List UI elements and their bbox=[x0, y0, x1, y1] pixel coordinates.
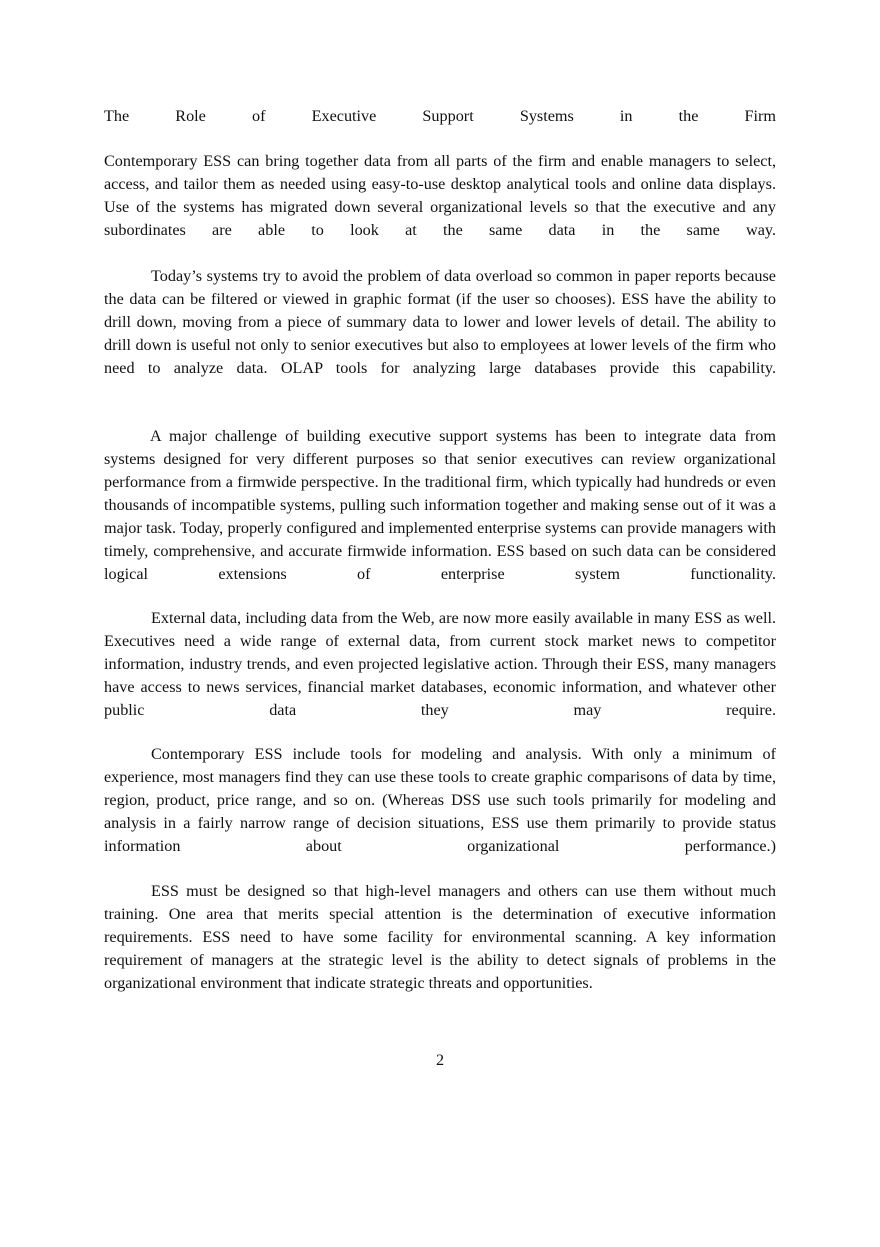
paragraph-external-data: External data, including data from the Web, are now more easily available in many ESS as well. Executives need a wide range of external data, from current stock market news to competitor information, industry trends, and even projected legislative action. Through their ESS, many managers have access to news services, financial market databases, economic information, and whatever other public data they may require. bbox=[104, 609, 776, 719]
page-number: 2 bbox=[435, 1051, 445, 1069]
paragraph-drill-down: Today’s systems try to avoid the problem of data overload so common in paper reports because the data can be filtered or viewed in graphic format (if the user so chooses). ESS have the ability to drill down, moving from a piece of summary data to lower and lower levels of detail. The ability to drill down is useful not only to senior executives but also to employees at lower levels of the firm who need to analyze data. OLAP tools for analyzing large databases provide this capability. bbox=[104, 267, 776, 377]
paragraph-integration-challenge: A major challenge of building executive support systems has been to integrate data from systems designed for very different purposes so that senior executives can review organizational performance from a firmwide perspective. In the traditional firm, which typically had hundreds or even thousands of incompatible systems, pulling such information together and making sense out of it was a major task. Today, properly configured and implemented enterprise systems can provide managers with timely, comprehensive, and accurate firmwide information. ESS based on such data can be considered logical extensions of enterprise system functionality. bbox=[104, 427, 776, 583]
paragraph-design-requirements: ESS must be designed so that high-level managers and others can use them without much training. One area that merits special attention is the determination of executive information requirements. ESS need to have some facility for environmental scanning. A key information requirement of managers at the strategic level is the ability to detect signals of problems in the organizational environment that indicate strategic threats and opportunities. bbox=[104, 882, 776, 992]
section-title: The Role of Executive Support Systems in the Firm bbox=[104, 107, 776, 125]
paragraph-ess-overview: Contemporary ESS can bring together data from all parts of the firm and enable managers to select, access, and tailor them as needed using easy-to-use desktop analytical tools and online data displays. Use of the systems has migrated down several organizational levels so that the executive and any subordinates are able to look at the same data in the same way. bbox=[104, 152, 776, 239]
paragraph-modeling-analysis: Contemporary ESS include tools for modeling and analysis. With only a minimum of experience, most managers find they can use these tools to create graphic comparisons of data by time, region, product, price range, and so on. (Whereas DSS use such tools primarily for modeling and analysis in a fairly narrow range of decision situations, ESS use them primarily to provide status information about organizational performance.) bbox=[104, 745, 776, 855]
